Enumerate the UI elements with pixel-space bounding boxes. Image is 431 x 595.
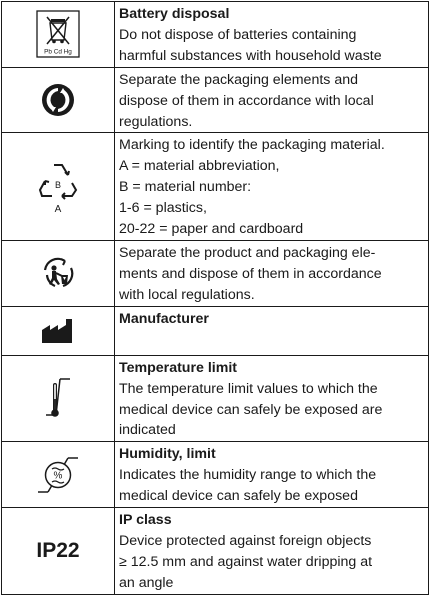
row-line: B = material number: <box>119 179 252 196</box>
row-line: dispose of them in accordance with local <box>119 92 374 109</box>
row-line: Marking to identify the packaging material. <box>119 137 385 154</box>
row-line: indicated <box>119 422 176 439</box>
row-line: Indicates the humidity range to which the <box>119 467 377 484</box>
green-dot-icon <box>41 83 75 117</box>
row-line: 1-6 = plastics, <box>119 200 207 217</box>
icon-cell <box>2 306 115 355</box>
material-abbreviation-label: A <box>54 203 62 215</box>
recycling-triangle-icon <box>38 159 78 215</box>
ip-class-icon: IP22 <box>36 538 80 562</box>
person-recycling-icon <box>41 256 75 290</box>
description-cell <box>115 508 429 595</box>
crossed-out-wheelie-bin-icon <box>36 10 80 58</box>
icon-cell <box>2 67 115 133</box>
material-number-label: B <box>54 179 62 190</box>
row-line: regulations. <box>119 113 193 130</box>
description-cell <box>115 133 429 241</box>
row-title: Manufacturer <box>119 310 209 327</box>
description-cell <box>115 67 429 133</box>
icon-cell <box>2 2 115 68</box>
row-line: Do not dispose of batteries containing <box>119 26 357 43</box>
row-line: Device protected against foreign objects <box>119 532 372 549</box>
manufacturer-icon <box>41 318 75 344</box>
description-cell <box>115 306 429 355</box>
row-line: A = material abbreviation, <box>119 158 280 175</box>
row-title: Humidity, limit <box>119 446 216 463</box>
row-line: ≥ 12.5 mm and against water dripping at <box>119 553 373 570</box>
icon-cell <box>2 240 115 306</box>
row-line: medical device can safely be exposed <box>119 488 358 505</box>
row-line: The temperature limit values to which the <box>119 380 378 397</box>
row-title: Battery disposal <box>119 6 230 22</box>
table-row <box>2 355 429 442</box>
row-line: medical device can safely be exposed are <box>119 401 383 418</box>
icon-cell <box>2 133 115 241</box>
table-row <box>2 67 429 133</box>
description-cell <box>115 2 429 68</box>
table-row <box>2 2 429 68</box>
row-title: IP class <box>119 512 172 529</box>
table-row <box>2 306 429 355</box>
description-cell <box>115 442 429 508</box>
table-row <box>2 508 429 595</box>
row-line: with local regulations. <box>119 286 255 303</box>
row-title: Temperature limit <box>119 359 237 376</box>
temperature-limit-icon <box>43 377 73 421</box>
row-line: harmful substances with household waste <box>119 47 382 64</box>
table-row <box>2 442 429 508</box>
row-line: ments and dispose of them in accordance <box>119 265 382 282</box>
description-cell <box>115 355 429 442</box>
row-line: Separate the packaging elements and <box>119 71 358 88</box>
table-row <box>2 240 429 306</box>
svg-text:%: % <box>53 470 63 482</box>
humidity-limit-icon <box>36 456 80 494</box>
row-line: Separate the product and packaging ele- <box>119 244 376 261</box>
icon-cell <box>2 355 115 442</box>
icon-cell <box>2 442 115 508</box>
battery-chem-label: Pb Cd Hg <box>44 48 72 56</box>
icon-cell <box>2 508 115 595</box>
description-cell <box>115 240 429 306</box>
row-line: 20-22 = paper and cardboard <box>119 221 304 238</box>
symbol-table <box>1 1 429 595</box>
row-line: an angle <box>119 574 174 591</box>
table-row <box>2 133 429 241</box>
